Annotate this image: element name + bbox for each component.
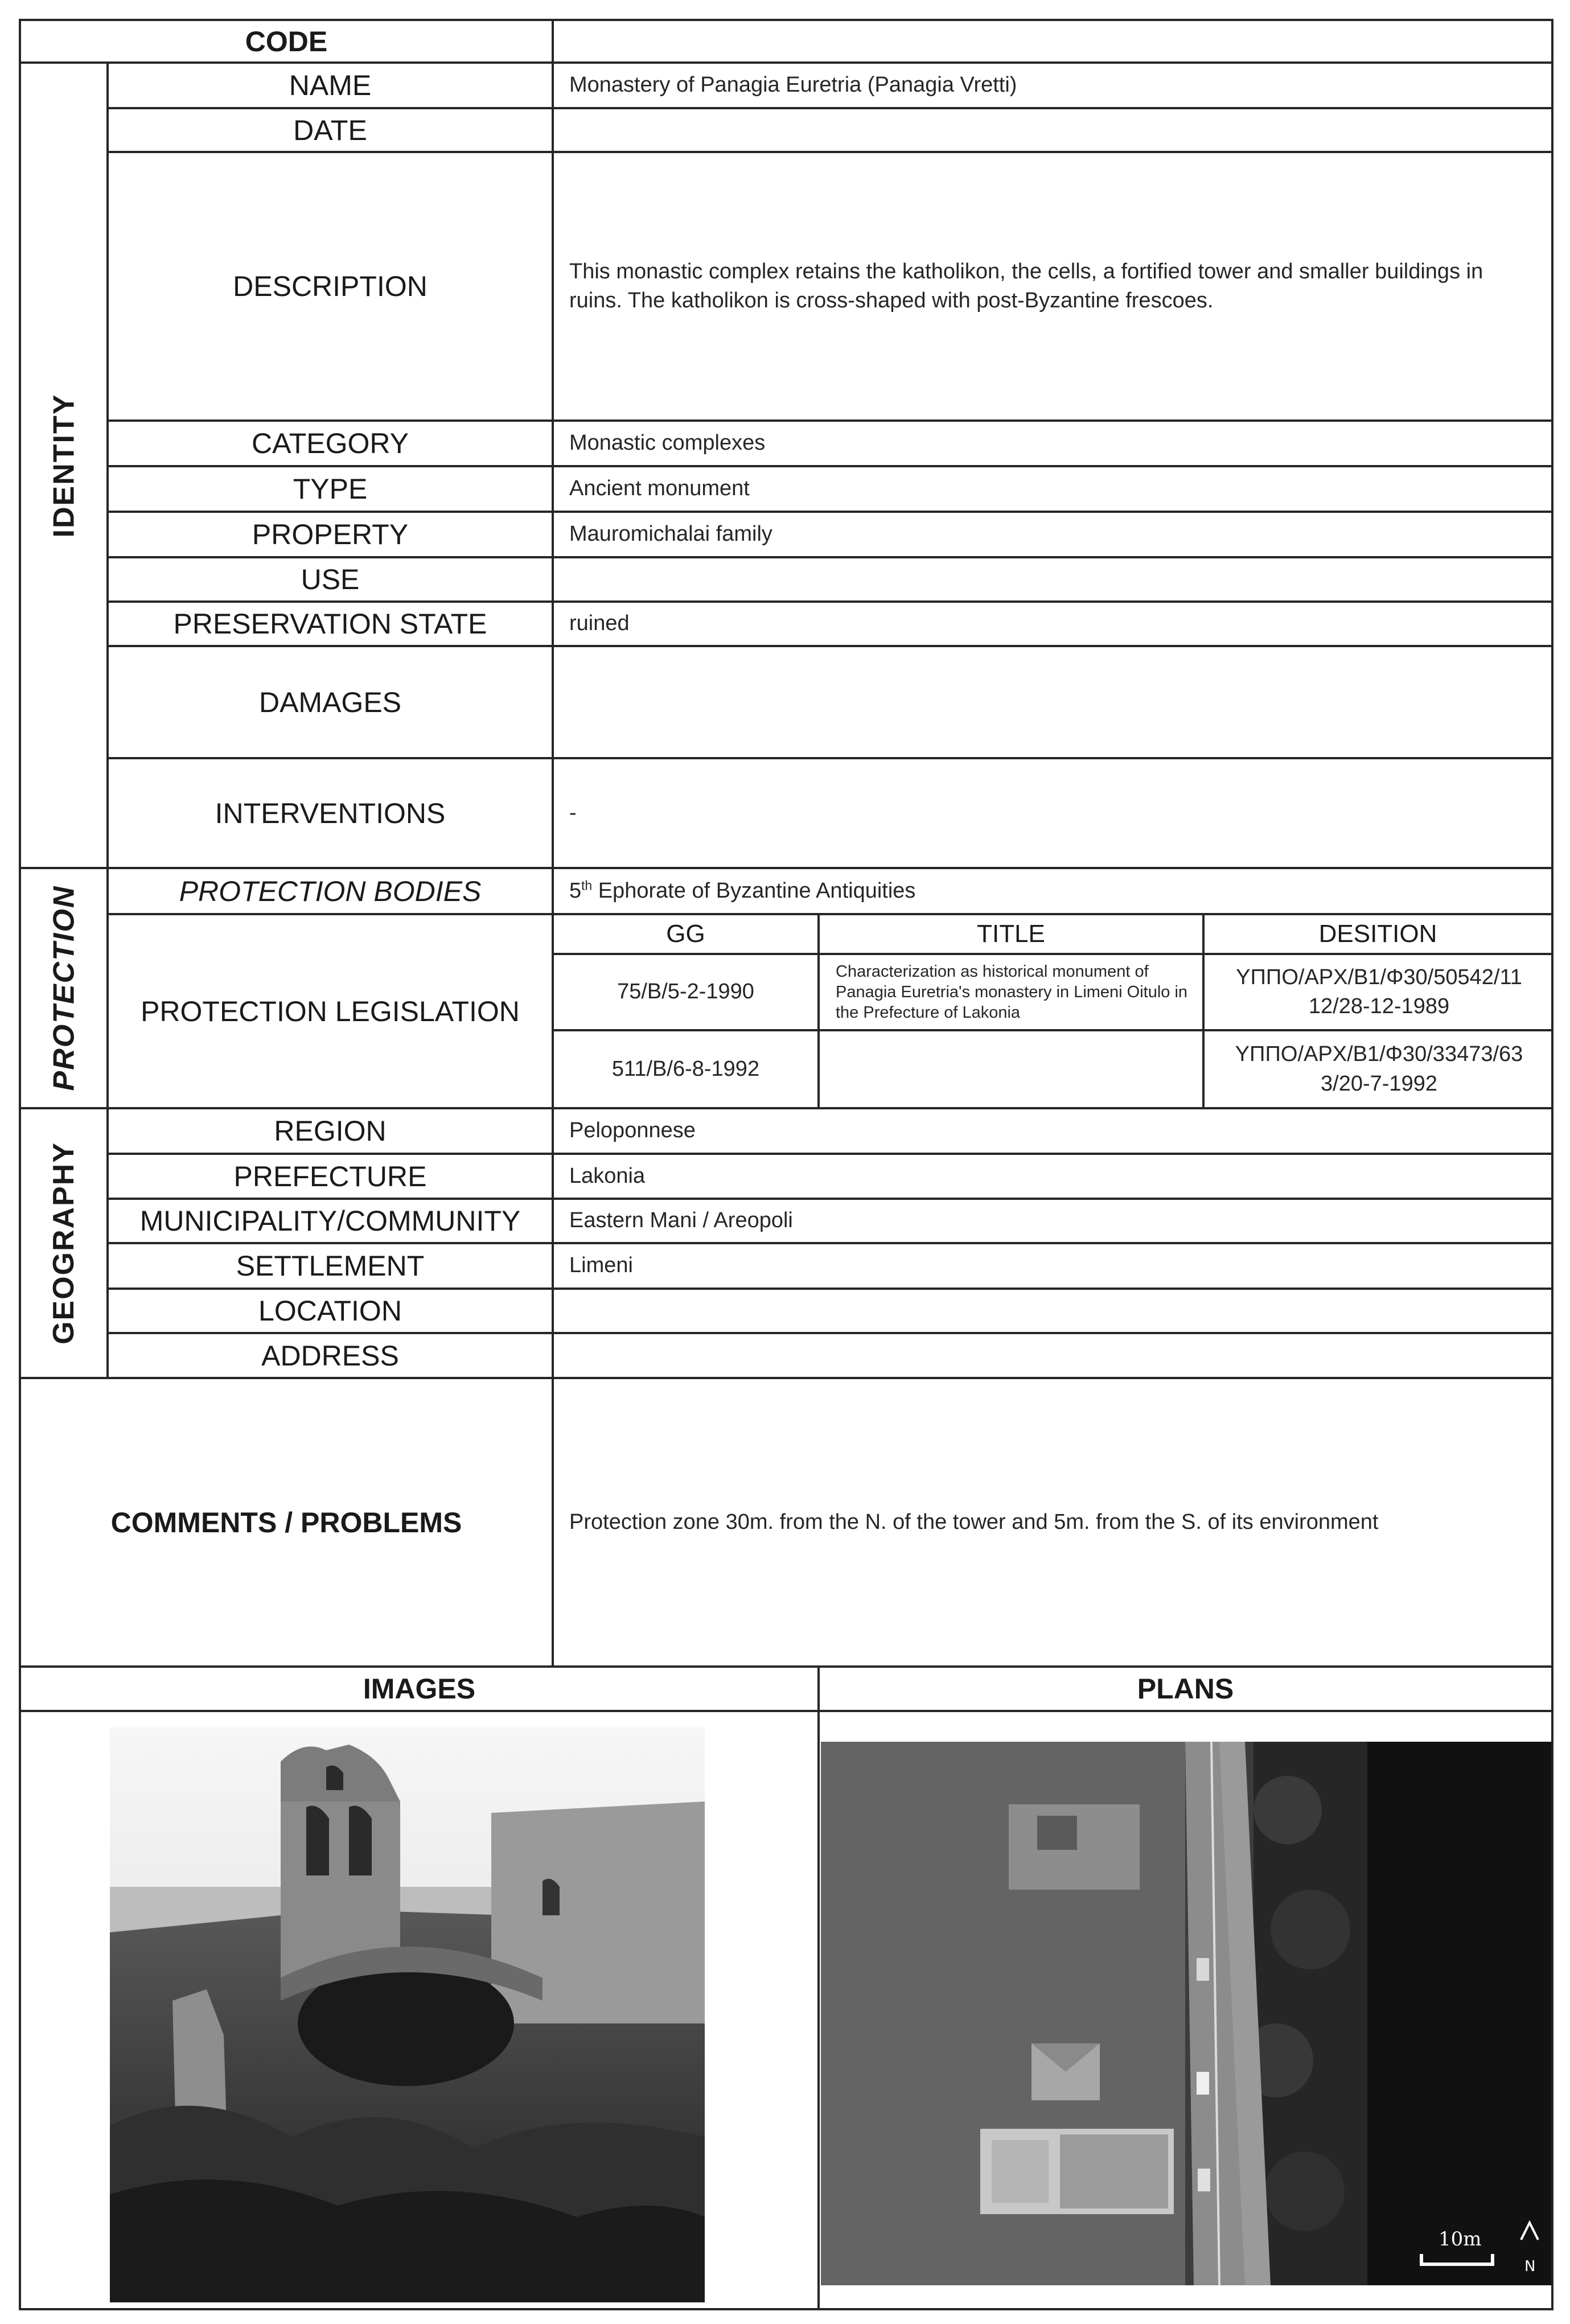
legislation-header-title: TITLE	[977, 920, 1045, 948]
location-label: LOCATION	[258, 1295, 402, 1327]
legislation-row1-decision: ΥΠΠΟ/ΑΡΧ/Β1/Φ30/50542/11 12/28-12-1989	[1236, 965, 1522, 1018]
label-value-line	[552, 19, 554, 1668]
region-label: REGION	[274, 1115, 387, 1147]
date-label: DATE	[293, 114, 367, 146]
property-value: Mauromichalai family	[569, 522, 772, 546]
interventions-value: -	[569, 800, 577, 825]
geography-section-label: GEOGRAPHY	[47, 1141, 80, 1345]
images-header: IMAGES	[363, 1673, 476, 1705]
address-value	[569, 1334, 1537, 1377]
protection-legislation-label: PROTECTION LEGISLATION	[141, 995, 520, 1027]
protection-section-label: PROTECTION	[47, 885, 80, 1091]
legislation-row1-title: Characterization as historical monument of Panagia Euretria's monastery in Limeni Oitulo in the Prefecture of Lakonia	[836, 962, 1188, 1022]
type-label: TYPE	[293, 473, 368, 505]
category-value: Monastic complexes	[569, 431, 766, 455]
code-label: CODE	[245, 25, 328, 57]
description-value: This monastic complex retains the katholikon, the cells, a fortified tower and smaller buildings in ruins. The katholikon is cross-shaped with post-Byzantine frescoes.	[569, 259, 1483, 312]
border-bottom	[19, 2308, 1553, 2310]
use-value	[569, 558, 1537, 600]
name-value: Monastery of Panagia Euretria (Panagia Vretti)	[569, 73, 1017, 97]
category-label: CATEGORY	[252, 427, 409, 459]
comments-label: COMMENTS / PROBLEMS	[110, 1506, 462, 1539]
damages-label: DAMAGES	[258, 686, 402, 718]
type-value: Ancient monument	[569, 476, 750, 501]
municipality-value: Eastern Mani / Areopoli	[569, 1208, 793, 1233]
preservation-state-value: ruined	[569, 611, 630, 636]
property-label: PROPERTY	[252, 519, 409, 550]
settlement-label: SETTLEMENT	[236, 1250, 425, 1282]
prefecture-value: Lakonia	[569, 1163, 646, 1188]
svg-text:10m: 10m	[1439, 2228, 1482, 2251]
prefecture-label: PREFECTURE	[233, 1160, 427, 1192]
damages-value	[569, 647, 1537, 757]
preservation-state-label: PRESERVATION STATE	[173, 608, 487, 640]
legislation-header-decision: DESITION	[1318, 920, 1437, 948]
code-value	[569, 21, 1537, 61]
interventions-label: INTERVENTIONS	[215, 797, 446, 829]
monastery-photo	[110, 1727, 705, 2302]
monastery-photo-illustration	[110, 1727, 705, 2302]
settlement-value: Limeni	[569, 1253, 633, 1278]
description-label: DESCRIPTION	[233, 270, 428, 302]
border-right	[1551, 19, 1553, 2310]
comments-value: Protection zone 30m. from the N. of the tower and 5m. from the S. of its environment	[569, 1509, 1379, 1534]
legislation-row2-decision: ΥΠΠΟ/ΑΡΧ/Β1/Φ30/33473/63 3/20-7-1992	[1235, 1042, 1523, 1096]
protection-bodies-value: 5th Ephorate of Byzantine Antiquities	[569, 878, 916, 903]
identity-section-label: IDENTITY	[47, 393, 80, 537]
legislation-row2-gg: 511/B/6-8-1992	[611, 1056, 760, 1081]
address-label: ADDRESS	[261, 1339, 399, 1372]
aerial-plan	[821, 1742, 1551, 2285]
svg-text:N: N	[1524, 2258, 1536, 2275]
legislation-header-gg: GG	[666, 920, 705, 948]
images-plans-line	[817, 1665, 820, 2310]
location-value	[569, 1290, 1537, 1332]
legislation-row2-title	[836, 1031, 1194, 1107]
plans-header: PLANS	[1137, 1673, 1234, 1705]
use-label: USE	[301, 563, 360, 595]
name-label: NAME	[289, 69, 372, 101]
region-value: Peloponnese	[569, 1118, 696, 1143]
legislation-row1-gg: 75/B/5-2-1990	[617, 980, 754, 1004]
municipality-label: MUNICIPALITY/COMMUNITY	[139, 1205, 521, 1237]
protection-bodies-label: PROTECTION BODIES	[179, 875, 482, 907]
date-value	[569, 109, 1537, 151]
aerial-plan-illustration	[821, 1742, 1551, 2285]
sep-images-header	[19, 1710, 1553, 1712]
